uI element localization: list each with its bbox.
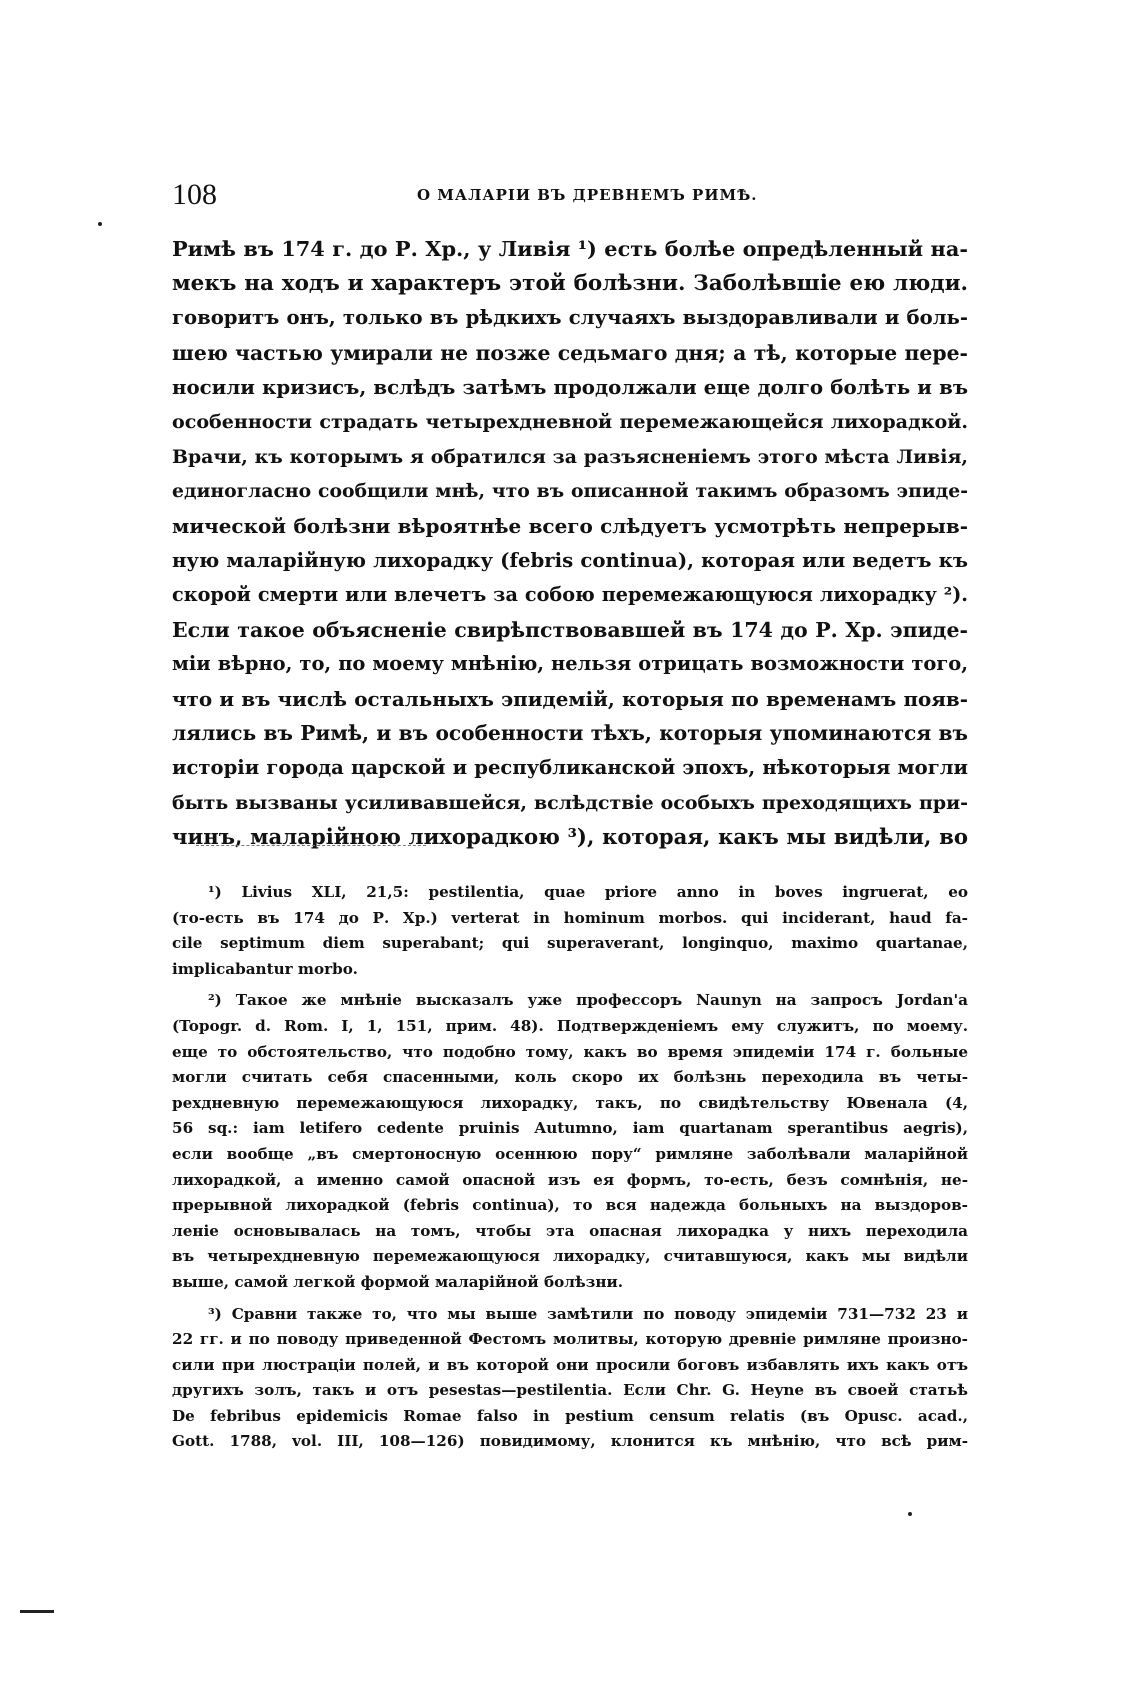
footnote-line: 56 sq.: iam letifero cedente pruinis Autumno, iam quartanam sperantibus aegris), (172, 1119, 968, 1138)
footnote-line: въ четырехдневную перемежающуюся лихорадку, считавшуюся, какъ мы видѣли (172, 1247, 968, 1266)
footnote-line: implicabantur morbo. (172, 959, 358, 978)
footnote-line: если вообще „въ смертоносную осеннюю пору“ римляне заболѣвали маларійной (172, 1144, 968, 1163)
text-line: чинъ, маларійною лихорадкою ³), которая, какъ мы видѣли, во (172, 824, 968, 850)
footnote-line: прерывной лихорадкой (febris continua), то вся надежда больныхъ на выздоров- (172, 1196, 968, 1215)
page-number: 108 (172, 178, 217, 211)
footnote-line: еще то обстоятельство, что подобно тому, какъ во время эпидеміи 174 г. больные (172, 1042, 968, 1061)
scan-speck (98, 222, 102, 226)
footnote-line: лихорадкой, а именно самой опасной изъ ея формъ, то-есть, безъ сомнѣнія, не- (172, 1170, 968, 1189)
footnote-line: Gott. 1788, vol. III, 108—126) повидимому, клонится къ мнѣнію, что всѣ рим- (172, 1432, 968, 1451)
text-line: Если такое объясненіе свирѣпствовавшей въ 174 до Р. Хр. эпиде- (172, 617, 968, 642)
text-line: Врачи, къ которымъ я обратился за разъясненіемъ этого мѣста Ливія, (172, 445, 968, 468)
text-line: быть вызваны усиливавшейся, вслѣдствіе особыхъ преходящихъ при- (172, 791, 968, 814)
footnote-line: cile septimum diem superabant; qui superaverant, longinquo, maximo quartanae, (172, 934, 968, 953)
footnote-line: 22 гг. и по поводу приведенной Фестомъ молитвы, которую древніе римляне произно- (172, 1330, 968, 1349)
footnote-1 (172, 880, 968, 982)
text-line: носили кризисъ, вслѣдъ затѣмъ продолжали еще долго болѣть и въ (172, 375, 968, 400)
text-line: ную маларійную лихорадку (febris continua), которая или ведетъ къ (172, 548, 968, 573)
footnote-line: сили при люстраціи полей, и въ которой они просили боговъ избавлять ихъ какъ отъ (172, 1355, 968, 1374)
text-line: Римѣ въ 174 г. до Р. Хр., у Ливія ¹) есть болѣе опредѣленный на- (172, 236, 968, 261)
footnote-divider (196, 845, 426, 846)
page-header (172, 178, 972, 218)
footnote-line: рехдневную перемежающуюся лихорадку, такъ, по свидѣтельству Ювенала (4, (172, 1093, 968, 1112)
footnote-line: ²) Такое же мнѣніе высказалъ уже профессоръ Naunyn на запросъ Jordan'а (208, 991, 968, 1010)
text-line: что и въ числѣ остальныхъ эпидемій, которыя по временамъ появ- (172, 686, 968, 711)
footnote-line: другихъ золъ, такъ и отъ pesestas—pestilentia. Если Chr. G. Heyne въ своей статьѣ (172, 1381, 968, 1400)
text-line: говоритъ онъ, только въ рѣдкихъ случаяхъ выздоравливали и боль- (172, 306, 968, 330)
footnote-line: ³) Сравни также то, что мы выше замѣтили по поводу эпидеміи 731—732 23 и (208, 1304, 968, 1323)
footnote-3 (172, 1302, 968, 1456)
text-line: лялись въ Римѣ, и въ особенности тѣхъ, которыя упоминаются въ (172, 721, 968, 746)
text-line: міи вѣрно, то, по моему мнѣнію, нельзя отрицать возможности того, (172, 652, 968, 676)
footnote-line: леніе основывалась на томъ, чтобы эта опасная лихорадка у нихъ переходила (172, 1221, 968, 1240)
footnote-line: De febribus epidemicis Romae falso in pestium censum relatis (въ Opusc. acad., (172, 1406, 968, 1425)
footnote-2 (172, 988, 968, 1295)
footnote-line: (Topogr. d. Rom. I, 1, 151, прим. 48). Подтвержденіемъ ему служитъ, по моему. (172, 1016, 968, 1035)
scan-speck (908, 1512, 912, 1516)
text-line: исторіи города царской и республиканской эпохъ, нѣкоторыя могли (172, 755, 968, 779)
scan-dash-mark (20, 1610, 54, 1613)
text-line: скорой смерти или влечетъ за собою перемежающуюся лихорадку ²). (172, 582, 968, 606)
running-head: О МАЛАРІИ ВЪ ДРЕВНЕМЪ РИМѢ. (417, 186, 758, 204)
main-text-block (172, 232, 968, 855)
text-line: мической болѣзни вѣроятнѣе всего слѣдуетъ усмотрѣть непрерыв- (172, 513, 968, 538)
footnote-line: (то-есть въ 174 до Р. Хр.) verterat in hominum morbos. qui inciderant, haud fa- (172, 908, 968, 927)
footnotes-block (172, 880, 968, 1461)
footnote-line: выше, самой легкой формой маларійной болѣзни. (172, 1272, 623, 1291)
text-line: шею частью умирали не позже седьмаго дня; а тѣ, которые пере- (172, 340, 968, 365)
footnote-line: могли считать себя спасенными, коль скоро их болѣзнь переходила въ четы- (172, 1068, 968, 1087)
text-line: мекъ на ходъ и характеръ этой болѣзни. Заболѣвшіе ею люди. (172, 270, 968, 296)
text-line: особенности страдать четырехдневной перемежающейся лихорадкой. (172, 410, 968, 433)
text-line: единогласно сообщили мнѣ, что въ описанной такимъ образомъ эпиде- (172, 480, 968, 503)
footnote-line: ¹) Livius XLI, 21,5: pestilentia, quae priore anno in boves ingruerat, eo (208, 883, 968, 901)
